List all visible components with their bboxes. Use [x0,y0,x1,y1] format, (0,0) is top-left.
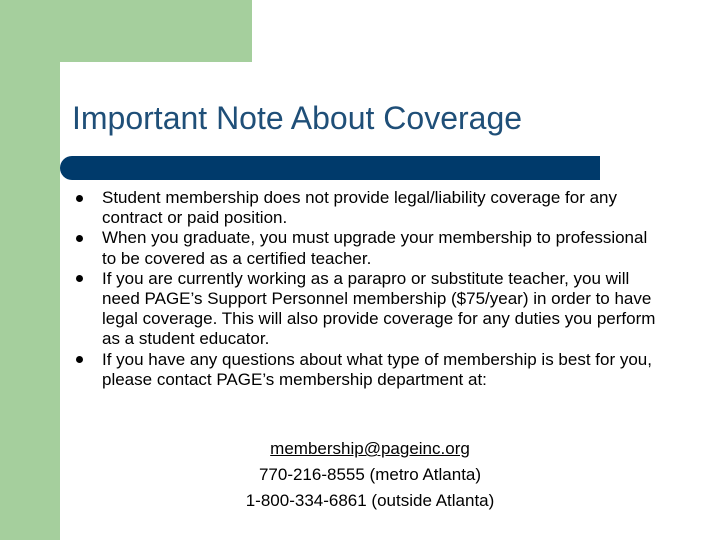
bullet-text: When you graduate, you must upgrade your membership to professional to be covered as a certified teacher. [102,228,648,268]
phone-metro: 770-216-8555 (metro Atlanta) [258,465,482,484]
bullet-dot-icon [76,195,83,202]
bullet-item [76,269,666,350]
decorative-green-band-top [0,0,252,62]
slide-title: Important Note About Coverage [72,100,523,136]
bullet-dot-icon [76,235,83,242]
bullet-dot-icon [76,356,83,363]
bullet-text: Student membership does not provide legal/liability coverage for any contract or paid position. [102,188,618,228]
decorative-green-band-left [0,0,60,540]
title-underline-bar [60,156,600,180]
bullet-text: If you are currently working as a parapro or substitute teacher, you will need PAGE’s Support Personnel membership ($75/year) in order to have legal coverage. This will also provide coverage for any duties you perform as a student educator. [102,268,656,349]
bullet-list [76,188,666,390]
bullet-dot-icon [76,275,83,282]
bullet-item [76,350,666,390]
phone-outside: 1-800-334-6861 (outside Atlanta) [245,491,495,510]
email-link[interactable]: membership@pageinc.org [270,439,470,458]
bullet-item [76,188,666,228]
bullet-text: If you have any questions about what type of membership is best for you, please contact PAGE’s membership department at: [102,349,652,389]
contact-block [100,436,640,514]
bullet-item [76,228,666,268]
